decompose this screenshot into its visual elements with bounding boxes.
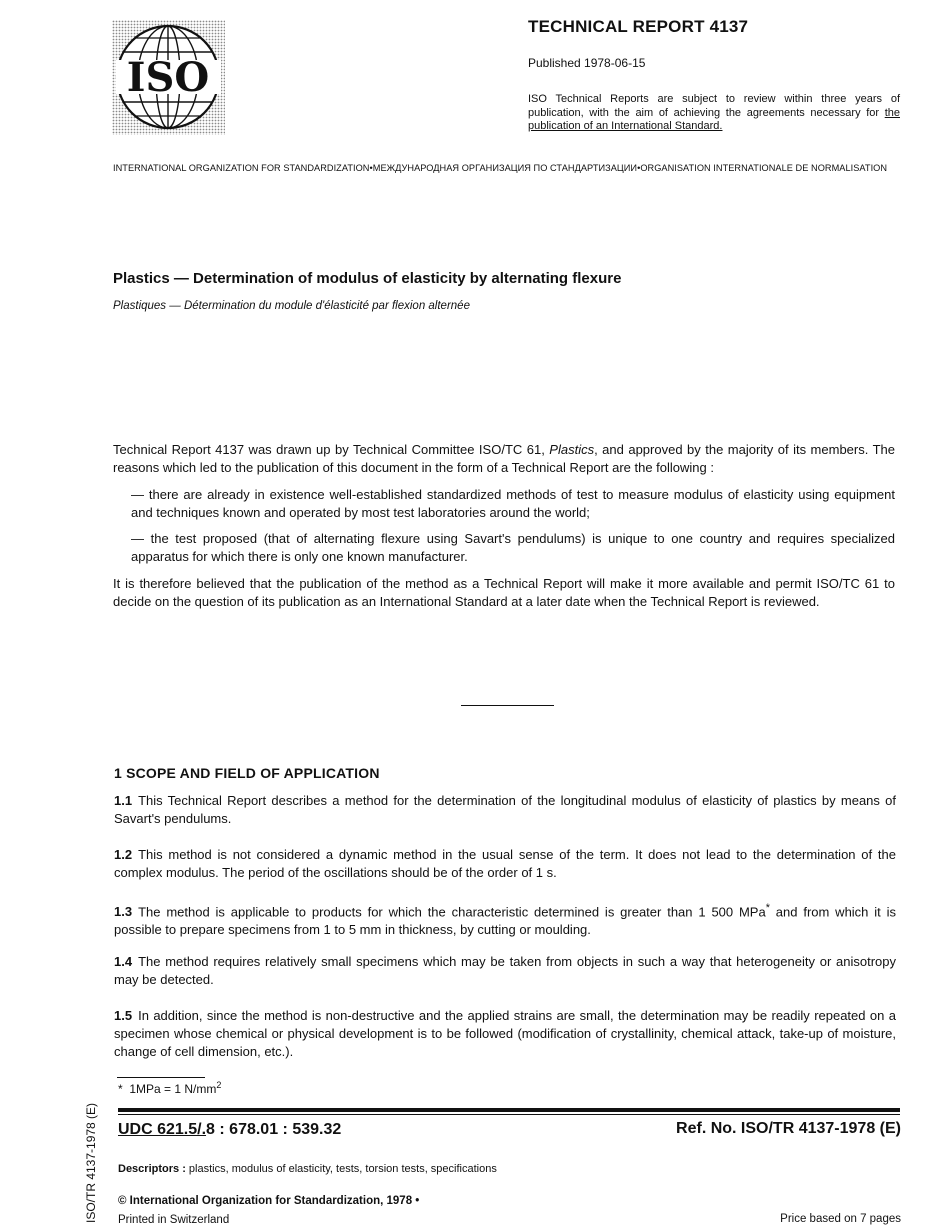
published-date: Published 1978-06-15 <box>528 56 646 70</box>
clause-1-1: 1.1 This Technical Report describes a method for the determination of the longitudinal modulus of elasticity of plastics by means of Savart's pendulums. <box>114 793 896 826</box>
footnote-rule <box>117 1077 205 1078</box>
footnote: * 1MPa = 1 $N/mm^2$ <box>118 1080 222 1096</box>
descriptors: Descriptors : plastics, modulus of elasticity, tests, torsion tests, specifications <box>118 1163 497 1175</box>
intro-conclusion: It is therefore believed that the publication of the method as a Technical Report will make it more available and permit ISO/TC 61 to decide on the question of its publication as an International Standard at a later date when the Technical Report is reviewed. <box>113 576 895 609</box>
section-heading: 1 SCOPE AND FIELD OF APPLICATION <box>114 765 380 781</box>
udc-number: UDC 621.5/.8 : 678.01 : 539.32 <box>118 1121 342 1138</box>
side-reference: ISO/TR 4137-1978 (E) <box>84 1102 98 1223</box>
organization-line: INTERNATIONAL ORGANIZATION FOR STANDARDIZATION•МЕЖДУНАРОДНАЯ ОРГАНИЗАЦИЯ ПО СТАНДАРТИЗАЦИИ•ORGANISATION INTERNATIONALE DE NORMALISATION <box>113 163 888 173</box>
document-subtitle: Plastiques — Détermination du module d'élasticité par flexion alternée <box>113 300 470 312</box>
report-title: TECHNICAL REPORT 4137 <box>528 17 749 36</box>
printed-location: Printed in Switzerland <box>118 1214 230 1226</box>
intro-list-item: — there are already in existence well-established standardized methods of test to measure modulus of elasticity using equipment and techniques known and operated by most test laboratories around the world; <box>131 487 895 520</box>
footer-rule-thin <box>118 1114 900 1115</box>
intro-list-item: — the test proposed (that of alternating flexure using Savart's pendulums) is unique to one country and requires specialized apparatus for which there is only one known manufacturer. <box>131 531 895 564</box>
iso-logo <box>112 20 225 135</box>
clause-1-5: 1.5 In addition, since the method is non-destructive and the applied strains are small, the determination may be readily repeated on a specimen whose chemical or physical development is to be followed (modification of crystallinity, chemical attack, take-up of moisture, change of cell dimension, etc.). <box>114 1008 896 1059</box>
iso-globe-icon <box>112 20 225 135</box>
clause-1-3: 1.3 The method is applicable to products for which the characteristic determined is greater than 1 500 MPa* and from which it is possible to prepare specimens from 1 to 5 mm in thickness, by cutting or moulding. <box>114 902 897 938</box>
clause-1-2: 1.2 This method is not considered a dynamic method in the usual sense of the term. It does not lead to the determination of the complex modulus. The period of the oscillations should be of the order of 1 s. <box>114 847 896 880</box>
section-divider <box>461 705 554 706</box>
footer-rule-thick <box>118 1108 900 1112</box>
intro-paragraph: Technical Report 4137 was drawn up by Technical Committee ISO/TC 61, Plastics, and approved by the majority of its members. The reasons which led to the publication of this document in the form of a Technical Report are the following : <box>113 442 895 475</box>
clause-1-4: 1.4 The method requires relatively small specimens which may be taken from objects in such a way that heterogeneity or anisotropy may be detected. <box>114 954 896 987</box>
price-note: Price based on 7 pages <box>780 1213 901 1225</box>
svg-text:ISO: ISO <box>126 54 210 101</box>
review-notice: ISO Technical Reports are subject to review within three years of publication, with the aim of achieving the agreements necessary for the publication of an International Standard. <box>528 93 900 132</box>
copyright: © International Organization for Standardization, 1978 • <box>118 1195 420 1207</box>
document-title: Plastics — Determination of modulus of elasticity by alternating flexure <box>113 270 622 287</box>
reference-number: Ref. No. ISO/TR 4137-1978 (E) <box>676 1120 901 1137</box>
